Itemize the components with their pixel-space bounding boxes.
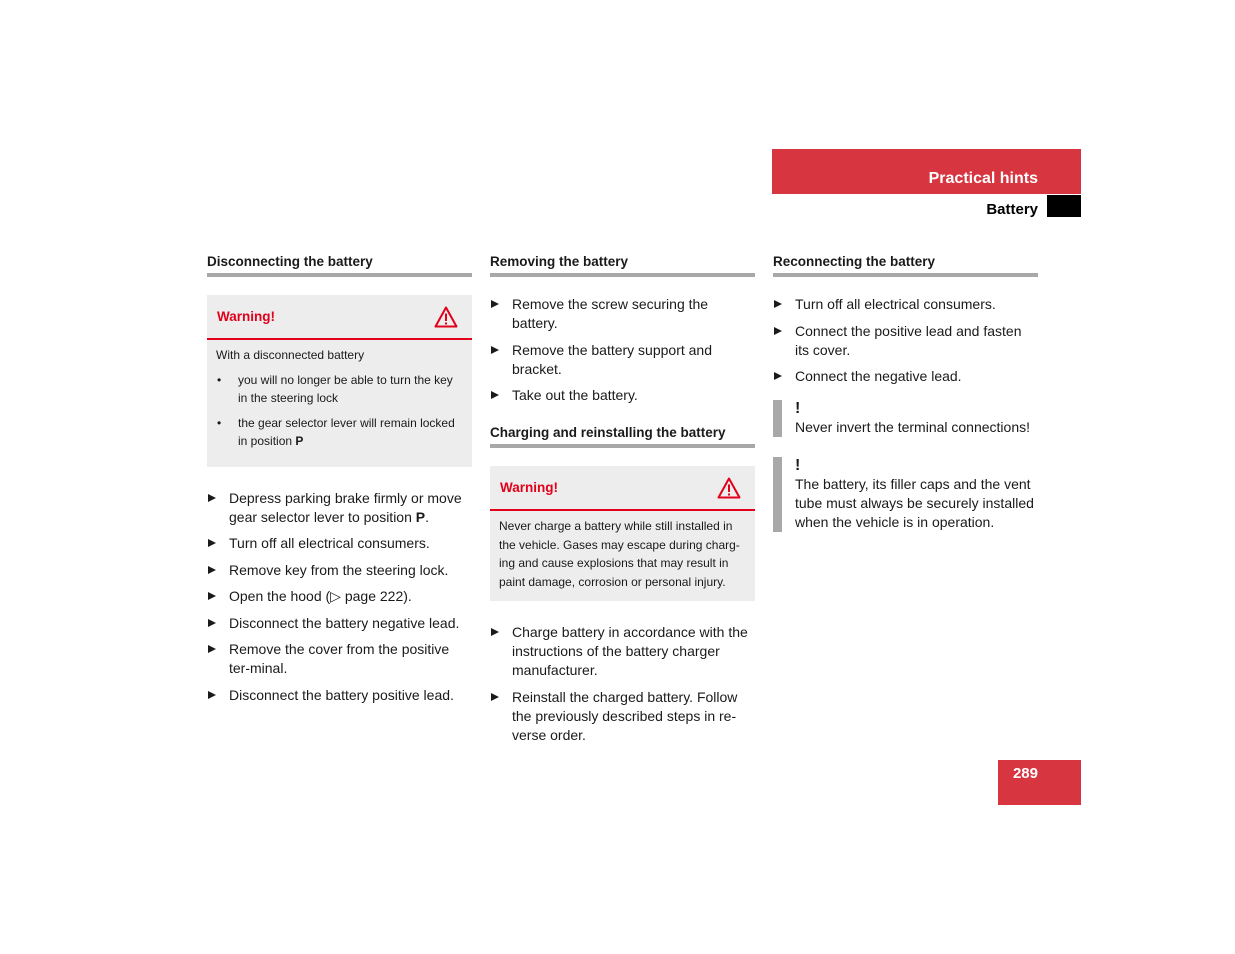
heading-disconnecting: Disconnecting the battery	[207, 254, 472, 277]
note-text: Never invert the terminal connections!	[795, 419, 1030, 435]
list-item: Remove the screw securing the battery.	[490, 295, 755, 333]
arrow-bullet-icon	[774, 372, 782, 380]
warning-box	[207, 295, 472, 467]
step-list	[207, 489, 472, 705]
arrow-bullet-icon	[208, 494, 216, 502]
arrow-bullet-icon	[491, 693, 499, 701]
column-reconnecting	[773, 254, 1038, 552]
subsection-title: Battery	[986, 201, 1038, 218]
list-item: Reinstall the charged battery. Follow the previously described steps in re-verse order.	[490, 688, 755, 745]
list-item: Connect the positive lead and fasten its cover.	[773, 322, 1038, 360]
arrow-bullet-icon	[491, 391, 499, 399]
note-bar	[773, 400, 782, 437]
warning-header	[490, 466, 755, 511]
section-title: Practical hints	[928, 170, 1038, 187]
step-list	[490, 623, 755, 745]
warning-bullets	[216, 371, 463, 451]
heading-removing: Removing the battery	[490, 254, 755, 277]
list-item: Connect the negative lead.	[773, 367, 1038, 386]
list-item: Remove the battery support and bracket.	[490, 341, 755, 379]
warning-label: Warning!	[500, 480, 558, 495]
column-removing	[490, 254, 755, 752]
list-item: Open the hood (▷ page 222).	[207, 587, 472, 606]
warning-body	[207, 340, 472, 467]
arrow-bullet-icon	[208, 619, 216, 627]
exclamation-icon: !	[795, 457, 801, 474]
list-item: Remove key from the steering lock.	[207, 561, 472, 580]
page-number: 289	[1012, 765, 1038, 782]
arrow-bullet-icon	[774, 327, 782, 335]
warning-label: Warning!	[217, 309, 275, 324]
arrow-bullet-icon	[208, 645, 216, 653]
list-item: Depress parking brake firmly or move gear selector lever to position P.	[207, 489, 472, 527]
arrow-bullet-icon	[491, 346, 499, 354]
list-item: Turn off all electrical consumers.	[207, 534, 472, 553]
arrow-bullet-icon	[208, 691, 216, 699]
heading-charging: Charging and reinstalling the battery	[490, 425, 755, 448]
list-item: Charge battery in accordance with the instructions of the battery charger manufacturer.	[490, 623, 755, 680]
step-list	[773, 295, 1038, 386]
heading-reconnecting: Reconnecting the battery	[773, 254, 1038, 277]
step-list	[490, 295, 755, 405]
arrow-bullet-icon	[491, 300, 499, 308]
list-item: Take out the battery.	[490, 386, 755, 405]
arrow-bullet-icon	[208, 592, 216, 600]
warning-header	[207, 295, 472, 340]
note-text: The battery, its filler caps and the vent tube must always be securely installed when the vehicle is in operation.	[795, 476, 1034, 530]
arrow-bullet-icon	[774, 300, 782, 308]
note-bar	[773, 457, 782, 532]
arrow-bullet-icon	[208, 539, 216, 547]
warning-box	[490, 466, 755, 601]
list-item: Disconnect the battery positive lead.	[207, 686, 472, 705]
caution-note	[773, 457, 1038, 532]
arrow-bullet-icon	[491, 628, 499, 636]
list-item: • you will no longer be able to turn the key in the steering lock	[216, 371, 463, 408]
list-item: Disconnect the battery negative lead.	[207, 614, 472, 633]
arrow-bullet-icon	[208, 566, 216, 574]
exclamation-icon: !	[795, 400, 801, 417]
warning-intro: With a disconnected battery	[216, 348, 365, 362]
warning-triangle-icon	[434, 306, 458, 328]
list-item: • the gear selector lever will remain locked in position P	[216, 414, 463, 451]
list-item: Remove the cover from the positive ter-minal.	[207, 640, 472, 678]
warning-triangle-icon	[717, 477, 741, 499]
caution-note	[773, 400, 1038, 437]
thumb-tab-marker	[1047, 195, 1081, 217]
list-item: Turn off all electrical consumers.	[773, 295, 1038, 314]
column-disconnecting	[207, 254, 472, 712]
warning-body: Never charge a battery while still installed in the vehicle. Gases may escape during charg-ing and cause explosions that may result in paint damage, corrosion or personal injury.	[499, 519, 740, 589]
